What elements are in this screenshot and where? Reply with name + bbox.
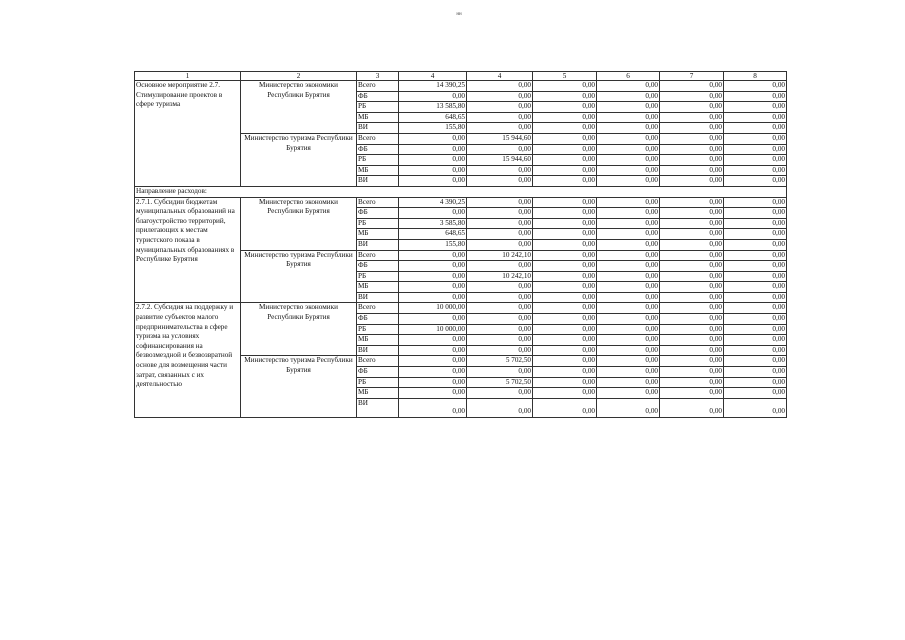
executor-name: Министерство туризма Республики Бурятия [241, 250, 357, 303]
amount-cell: 0,00 [660, 261, 724, 272]
amount-cell: 0,00 [399, 388, 467, 399]
amount-cell: 0,00 [597, 261, 660, 272]
funding-source: ВИ [357, 239, 399, 250]
amount-cell: 0,00 [597, 282, 660, 293]
amount-cell: 0,00 [597, 356, 660, 367]
funding-source: ВИ [357, 176, 399, 187]
amount-cell: 0,00 [533, 102, 597, 113]
amount-cell: 0,00 [660, 398, 724, 417]
amount-cell: 0,00 [533, 271, 597, 282]
amount-cell: 0,00 [467, 208, 533, 219]
amount-cell: 0,00 [399, 165, 467, 176]
amount-cell: 0,00 [660, 345, 724, 356]
funding-source: Всего [357, 356, 399, 367]
amount-cell: 0,00 [724, 367, 787, 378]
amount-cell: 0,00 [399, 398, 467, 417]
amount-cell: 0,00 [399, 356, 467, 367]
amount-cell: 0,00 [533, 356, 597, 367]
amount-cell: 0,00 [399, 208, 467, 219]
amount-cell: 0,00 [533, 218, 597, 229]
page-number: нн [456, 12, 462, 17]
section-heading-row [135, 186, 787, 197]
executor-name: Министерство экономики Республики Бурятия [241, 81, 357, 134]
amount-cell: 0,00 [533, 165, 597, 176]
column-header: 8 [724, 72, 787, 81]
header-row [135, 72, 787, 81]
amount-cell: 0,00 [533, 377, 597, 388]
amount-cell: 0,00 [533, 367, 597, 378]
amount-cell: 0,00 [597, 165, 660, 176]
amount-cell: 0,00 [660, 239, 724, 250]
amount-cell: 5 702,50 [467, 377, 533, 388]
amount-cell: 0,00 [724, 335, 787, 346]
amount-cell: 0,00 [660, 81, 724, 92]
amount-cell: 0,00 [467, 229, 533, 240]
funding-source: Всего [357, 197, 399, 208]
amount-cell: 0,00 [467, 388, 533, 399]
table-body [135, 72, 787, 418]
amount-cell: 10 242,10 [467, 271, 533, 282]
funding-source: МБ [357, 388, 399, 399]
amount-cell: 0,00 [533, 123, 597, 134]
amount-cell: 0,00 [724, 112, 787, 123]
amount-cell: 0,00 [724, 356, 787, 367]
amount-cell: 0,00 [724, 314, 787, 325]
amount-cell: 0,00 [660, 324, 724, 335]
amount-cell: 0,00 [533, 155, 597, 166]
amount-cell: 0,00 [533, 282, 597, 293]
amount-cell: 0,00 [724, 377, 787, 388]
amount-cell: 0,00 [724, 261, 787, 272]
amount-cell: 0,00 [597, 335, 660, 346]
amount-cell: 0,00 [724, 271, 787, 282]
amount-cell: 0,00 [467, 144, 533, 155]
executor-name: Министерство туризма Республики Бурятия [241, 356, 357, 417]
amount-cell: 0,00 [660, 133, 724, 144]
amount-cell: 0,00 [399, 250, 467, 261]
amount-cell: 0,00 [660, 335, 724, 346]
amount-cell: 0,00 [724, 133, 787, 144]
amount-cell: 5 702,50 [467, 356, 533, 367]
amount-cell: 0,00 [597, 208, 660, 219]
funding-source: МБ [357, 165, 399, 176]
amount-cell: 0,00 [467, 165, 533, 176]
amount-cell: 0,00 [660, 112, 724, 123]
amount-cell: 0,00 [597, 176, 660, 187]
amount-cell: 0,00 [660, 102, 724, 113]
funding-source: ВИ [357, 345, 399, 356]
amount-cell: 0,00 [724, 197, 787, 208]
amount-cell: 0,00 [724, 303, 787, 314]
amount-cell: 0,00 [724, 155, 787, 166]
amount-cell: 0,00 [724, 176, 787, 187]
funding-source: ФБ [357, 144, 399, 155]
funding-source: ФБ [357, 261, 399, 272]
amount-cell: 0,00 [597, 303, 660, 314]
amount-cell: 0,00 [724, 282, 787, 293]
amount-cell: 0,00 [597, 133, 660, 144]
amount-cell: 0,00 [399, 271, 467, 282]
amount-cell: 0,00 [533, 91, 597, 102]
funding-source: ФБ [357, 91, 399, 102]
amount-cell: 0,00 [399, 345, 467, 356]
funding-source: ФБ [357, 314, 399, 325]
amount-cell: 0,00 [597, 144, 660, 155]
funding-source: РБ [357, 271, 399, 282]
amount-cell: 0,00 [660, 123, 724, 134]
amount-cell: 0,00 [467, 292, 533, 303]
funding-source: ФБ [357, 208, 399, 219]
amount-cell: 0,00 [467, 176, 533, 187]
amount-cell: 0,00 [724, 218, 787, 229]
amount-cell: 0,00 [724, 229, 787, 240]
amount-cell: 0,00 [597, 239, 660, 250]
funding-source: Всего [357, 81, 399, 92]
amount-cell: 0,00 [399, 292, 467, 303]
amount-cell: 0,00 [533, 239, 597, 250]
amount-cell: 0,00 [533, 292, 597, 303]
funding-source: МБ [357, 282, 399, 293]
amount-cell: 0,00 [399, 335, 467, 346]
column-header: 2 [241, 72, 357, 81]
amount-cell: 0,00 [467, 81, 533, 92]
funding-source: РБ [357, 155, 399, 166]
amount-cell: 0,00 [399, 261, 467, 272]
amount-cell: 13 585,80 [399, 102, 467, 113]
amount-cell: 0,00 [660, 377, 724, 388]
amount-cell: 0,00 [597, 324, 660, 335]
amount-cell: 0,00 [533, 250, 597, 261]
amount-cell: 0,00 [467, 239, 533, 250]
measure-description: 2.7.2. Субсидия на поддержку и развитие субъектов малого предпринимательства в сфере туризма на условиях софинансирования на безвозмездной и безвозвратной основе для возмещения части затрат, связанных с их деятельностью [135, 303, 241, 417]
amount-cell: 0,00 [724, 239, 787, 250]
amount-cell: 0,00 [660, 91, 724, 102]
amount-cell: 0,00 [533, 229, 597, 240]
amount-cell: 0,00 [660, 176, 724, 187]
amount-cell: 14 390,25 [399, 81, 467, 92]
amount-cell: 0,00 [724, 208, 787, 219]
amount-cell: 0,00 [597, 218, 660, 229]
amount-cell: 0,00 [467, 282, 533, 293]
amount-cell: 0,00 [724, 398, 787, 417]
amount-cell: 0,00 [597, 197, 660, 208]
amount-cell: 0,00 [467, 367, 533, 378]
amount-cell: 155,80 [399, 123, 467, 134]
amount-cell: 15 944,60 [467, 155, 533, 166]
amount-cell: 0,00 [660, 250, 724, 261]
funding-source: ВИ [357, 123, 399, 134]
amount-cell: 0,00 [597, 250, 660, 261]
amount-cell: 0,00 [597, 367, 660, 378]
amount-cell: 648,65 [399, 229, 467, 240]
amount-cell: 10 000,00 [399, 324, 467, 335]
amount-cell: 0,00 [660, 314, 724, 325]
amount-cell: 0,00 [724, 91, 787, 102]
amount-cell: 0,00 [597, 102, 660, 113]
amount-cell: 0,00 [597, 91, 660, 102]
amount-cell: 0,00 [597, 112, 660, 123]
amount-cell: 0,00 [724, 292, 787, 303]
executor-name: Министерство туризма Республики Бурятия [241, 133, 357, 186]
amount-cell: 0,00 [660, 367, 724, 378]
amount-cell: 0,00 [399, 176, 467, 187]
amount-cell: 0,00 [467, 102, 533, 113]
amount-cell: 0,00 [660, 388, 724, 399]
amount-cell: 0,00 [533, 398, 597, 417]
table-row [135, 81, 787, 92]
amount-cell: 0,00 [660, 218, 724, 229]
funding-source: МБ [357, 335, 399, 346]
section-heading: Направление расходов: [135, 186, 787, 197]
funding-source: Всего [357, 250, 399, 261]
amount-cell: 0,00 [660, 303, 724, 314]
amount-cell: 0,00 [467, 123, 533, 134]
amount-cell: 0,00 [399, 155, 467, 166]
funding-source: Всего [357, 133, 399, 144]
amount-cell: 0,00 [533, 144, 597, 155]
column-header: 6 [597, 72, 660, 81]
funding-source: РБ [357, 218, 399, 229]
amount-cell: 0,00 [399, 91, 467, 102]
amount-cell: 0,00 [724, 102, 787, 113]
amount-cell: 0,00 [467, 218, 533, 229]
amount-cell: 0,00 [399, 282, 467, 293]
column-header: 4 [399, 72, 467, 81]
amount-cell: 0,00 [597, 155, 660, 166]
amount-cell: 648,65 [399, 112, 467, 123]
amount-cell: 0,00 [467, 345, 533, 356]
amount-cell: 0,00 [597, 345, 660, 356]
amount-cell: 15 944,60 [467, 133, 533, 144]
column-header: 5 [533, 72, 597, 81]
amount-cell: 0,00 [399, 377, 467, 388]
amount-cell: 0,00 [467, 303, 533, 314]
amount-cell: 0,00 [533, 335, 597, 346]
funding-source: МБ [357, 112, 399, 123]
amount-cell: 0,00 [533, 81, 597, 92]
funding-source: МБ [357, 229, 399, 240]
funding-source: РБ [357, 377, 399, 388]
funding-source: Всего [357, 303, 399, 314]
amount-cell: 0,00 [533, 345, 597, 356]
amount-cell: 0,00 [660, 144, 724, 155]
amount-cell: 0,00 [533, 112, 597, 123]
amount-cell: 0,00 [660, 229, 724, 240]
amount-cell: 0,00 [724, 144, 787, 155]
amount-cell: 0,00 [660, 292, 724, 303]
budget-table [134, 71, 787, 418]
column-header: 4 [467, 72, 533, 81]
amount-cell: 0,00 [467, 398, 533, 417]
column-header: 1 [135, 72, 241, 81]
amount-cell: 10 242,10 [467, 250, 533, 261]
executor-name: Министерство экономики Республики Бурятия [241, 303, 357, 356]
amount-cell: 0,00 [533, 314, 597, 325]
amount-cell: 0,00 [597, 314, 660, 325]
funding-source: РБ [357, 324, 399, 335]
amount-cell: 0,00 [660, 271, 724, 282]
amount-cell: 0,00 [597, 398, 660, 417]
amount-cell: 0,00 [533, 176, 597, 187]
amount-cell: 0,00 [467, 112, 533, 123]
measure-description: Основное мероприятие 2.7. Стимулирование проектов в сфере туризма [135, 81, 241, 187]
amount-cell: 0,00 [533, 303, 597, 314]
measure-description: 2.7.1. Субсидии бюджетам муниципальных образований на благоустройство территорий, прилегающих к местам туристского показа в муниципальных образованиях в Республике Бурятия [135, 197, 241, 303]
funding-source: ВИ [357, 292, 399, 303]
amount-cell: 0,00 [597, 271, 660, 282]
amount-cell: 0,00 [533, 197, 597, 208]
amount-cell: 0,00 [533, 133, 597, 144]
amount-cell: 0,00 [724, 165, 787, 176]
amount-cell: 0,00 [724, 81, 787, 92]
column-header: 3 [357, 72, 399, 81]
amount-cell: 0,00 [660, 165, 724, 176]
funding-source: РБ [357, 102, 399, 113]
amount-cell: 0,00 [597, 81, 660, 92]
amount-cell: 0,00 [399, 367, 467, 378]
amount-cell: 0,00 [660, 155, 724, 166]
amount-cell: 4 390,25 [399, 197, 467, 208]
amount-cell: 0,00 [724, 123, 787, 134]
amount-cell: 0,00 [724, 388, 787, 399]
funding-source: ФБ [357, 367, 399, 378]
amount-cell: 0,00 [597, 123, 660, 134]
amount-cell: 0,00 [597, 292, 660, 303]
amount-cell: 0,00 [399, 144, 467, 155]
amount-cell: 10 000,00 [399, 303, 467, 314]
executor-name: Министерство экономики Республики Бурятия [241, 197, 357, 250]
amount-cell: 155,80 [399, 239, 467, 250]
table-row [135, 303, 787, 314]
amount-cell: 0,00 [660, 208, 724, 219]
funding-source: ВИ [357, 398, 399, 417]
amount-cell: 0,00 [597, 388, 660, 399]
amount-cell: 0,00 [660, 282, 724, 293]
amount-cell: 3 585,80 [399, 218, 467, 229]
amount-cell: 0,00 [399, 133, 467, 144]
amount-cell: 0,00 [533, 261, 597, 272]
amount-cell: 0,00 [724, 324, 787, 335]
amount-cell: 0,00 [597, 377, 660, 388]
amount-cell: 0,00 [533, 324, 597, 335]
amount-cell: 0,00 [399, 314, 467, 325]
amount-cell: 0,00 [533, 208, 597, 219]
table-row [135, 197, 787, 208]
amount-cell: 0,00 [467, 197, 533, 208]
amount-cell: 0,00 [467, 314, 533, 325]
amount-cell: 0,00 [724, 345, 787, 356]
amount-cell: 0,00 [467, 335, 533, 346]
amount-cell: 0,00 [467, 324, 533, 335]
amount-cell: 0,00 [660, 197, 724, 208]
amount-cell: 0,00 [724, 250, 787, 261]
amount-cell: 0,00 [597, 229, 660, 240]
amount-cell: 0,00 [533, 388, 597, 399]
column-header: 7 [660, 72, 724, 81]
amount-cell: 0,00 [467, 91, 533, 102]
amount-cell: 0,00 [467, 261, 533, 272]
amount-cell: 0,00 [660, 356, 724, 367]
